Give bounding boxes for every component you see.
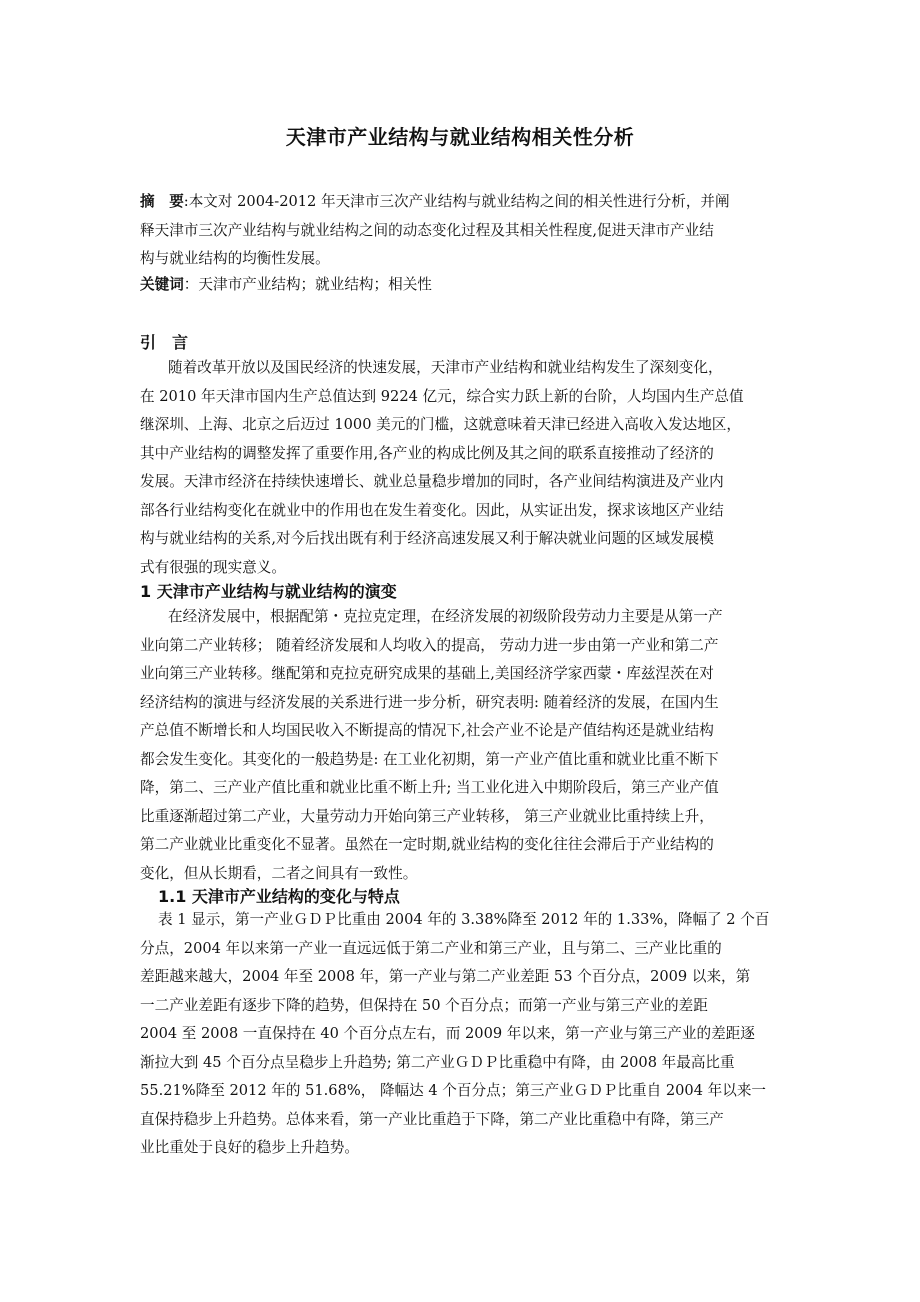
paragraph-line: 一二产业差距有逐步下降的趋势，但保持在 50 个百分点；而第一产业与第三产业的差距	[140, 996, 708, 1014]
paragraph-line: 构与就业结构的关系,对今后找出既有利于经济高速发展又利于解决就业问题的区域发展模	[140, 530, 714, 547]
paragraph-line: 业比重处于良好的稳步上升趋势。	[140, 1139, 359, 1156]
paragraph-line: 第二产业就业比重变化不显著。虽然在一定时期,就业结构的变化往往会滞后于产业结构的	[140, 836, 714, 853]
paragraph-line: 表 1 显示，第一产业ＧＤＰ比重由 2004 年的 3.38%降至 2012 年的 1.33%，降幅了 2 个百	[158, 911, 770, 928]
paragraph-line: 业向第二产业转移； 随着经济发展和人均收入的提高， 劳动力进一步由第一产业和第二产	[140, 636, 719, 654]
abstract-label: 摘 要	[140, 193, 184, 210]
paragraph-line: 2004 至 2008 一直保持在 40 个百分点左右，而 2009 年以来，第一产业与第三产业的差距逐	[140, 1025, 755, 1042]
paragraph-line: 产总值不断增长和人均国民收入不断提高的情况下,社会产业不论是产值结构还是就业结构	[140, 722, 714, 739]
paragraph-line: 随着改革开放以及国民经济的快速发展，天津市产业结构和就业结构发生了深刻变化，	[168, 359, 723, 376]
keywords	[140, 271, 788, 300]
paragraph-line: 其中产业结构的调整发挥了重要作用,各产业的构成比例及其之间的联系直接推动了经济的	[140, 444, 714, 462]
paragraph-line: 发展。天津市经济在持续快速增长、就业总量稳步增加的同时，各产业间结构演进及产业内	[140, 473, 724, 490]
paragraph-line: 降，第二、三产业产值比重和就业比重不断上升; 当工业化进入中期阶段后，第三产业产值	[140, 779, 719, 796]
paragraph-line: 渐拉大到 45 个百分点呈稳步上升趋势; 第二产业ＧＤＰ比重稳中有降，由 2008 年最高比重	[140, 1053, 735, 1071]
paragraph-line: 55.21%降至 2012 年的 51.68%， 降幅达 4 个百分点；第三产业ＧＤＰ比重自 2004 年以来一	[140, 1082, 767, 1099]
keywords-text: ：天津市产业结构；就业结构；相关性	[183, 276, 432, 293]
paragraph-line: 变化，但从长期看，二者之间具有一致性。	[140, 864, 418, 882]
section-1-paragraph	[140, 603, 788, 888]
section-1-1-heading: 1.1 天津市产业结构的变化与特点	[158, 887, 400, 906]
section-1-heading: 1 天津市产业结构与就业结构的演变	[140, 582, 397, 601]
intro-paragraph	[140, 354, 788, 582]
paragraph-line: 业向第三产业转移。继配第和克拉克研究成果的基础上,美国经济学家西蒙・库兹涅茨在对	[140, 665, 714, 682]
paragraph-line: 分点，2004 年以来第一产业一直远远低于第二产业和第三产业，且与第二、三产业比重的	[140, 939, 722, 957]
abstract-line: 摘 要:本文对 2004-2012 年天津市三次产业结构与就业结构之间的相关性进行分析，并阐	[140, 193, 730, 210]
paragraph-line: 部各行业结构变化在就业中的作用也在发生着变化。因此，从实证出发，探求该地区产业结	[140, 501, 724, 519]
paragraph-line: 在 2010 年天津市国内生产总值达到 9224 亿元，综合实力跃上新的台阶，人均国内生产总值	[140, 387, 744, 405]
paragraph-line: 继深圳、上海、北京之后迈过 1000 美元的门槛，这就意味着天津已经进入高收入发达地区，	[140, 416, 741, 433]
intro-heading: 引 言	[140, 333, 189, 352]
paragraph-line: 比重逐渐超过第二产业，大量劳动力开始向第三产业转移， 第三产业就业比重持续上升，	[140, 807, 714, 825]
paragraph-line: 差距越来越大，2004 年至 2008 年，第一产业与第二产业差距 53 个百分点，2009 以来，第	[140, 968, 751, 985]
paragraph-line: 都会发生变化。其变化的一般趋势是: 在工业化初期，第一产业产值比重和就业比重不断下	[140, 750, 719, 768]
keywords-label: 关键词	[140, 276, 184, 293]
section-1-1-paragraph	[140, 906, 788, 1163]
paragraph-line: 在经济发展中，根据配第・克拉克定理，在经济发展的初级阶段劳动力主要是从第一产	[168, 608, 723, 625]
paragraph-line: 经济结构的演进与经济发展的关系进行进一步分析，研究表明: 随着经济的发展，在国内生	[140, 693, 719, 711]
abstract-line: 释天津市三次产业结构与就业结构之间的动态变化过程及其相关性程度,促进天津市产业结	[140, 221, 714, 239]
abstract	[140, 188, 788, 274]
abstract-line: 构与就业结构的均衡性发展。	[140, 250, 330, 267]
paragraph-line: 直保持稳步上升趋势。总体来看，第一产业比重趋于下降，第二产业比重稳中有降，第三产	[140, 1110, 724, 1128]
paper-title: 天津市产业结构与就业结构相关性分析	[285, 125, 635, 149]
paragraph-line: 式有很强的现实意义。	[140, 558, 286, 576]
